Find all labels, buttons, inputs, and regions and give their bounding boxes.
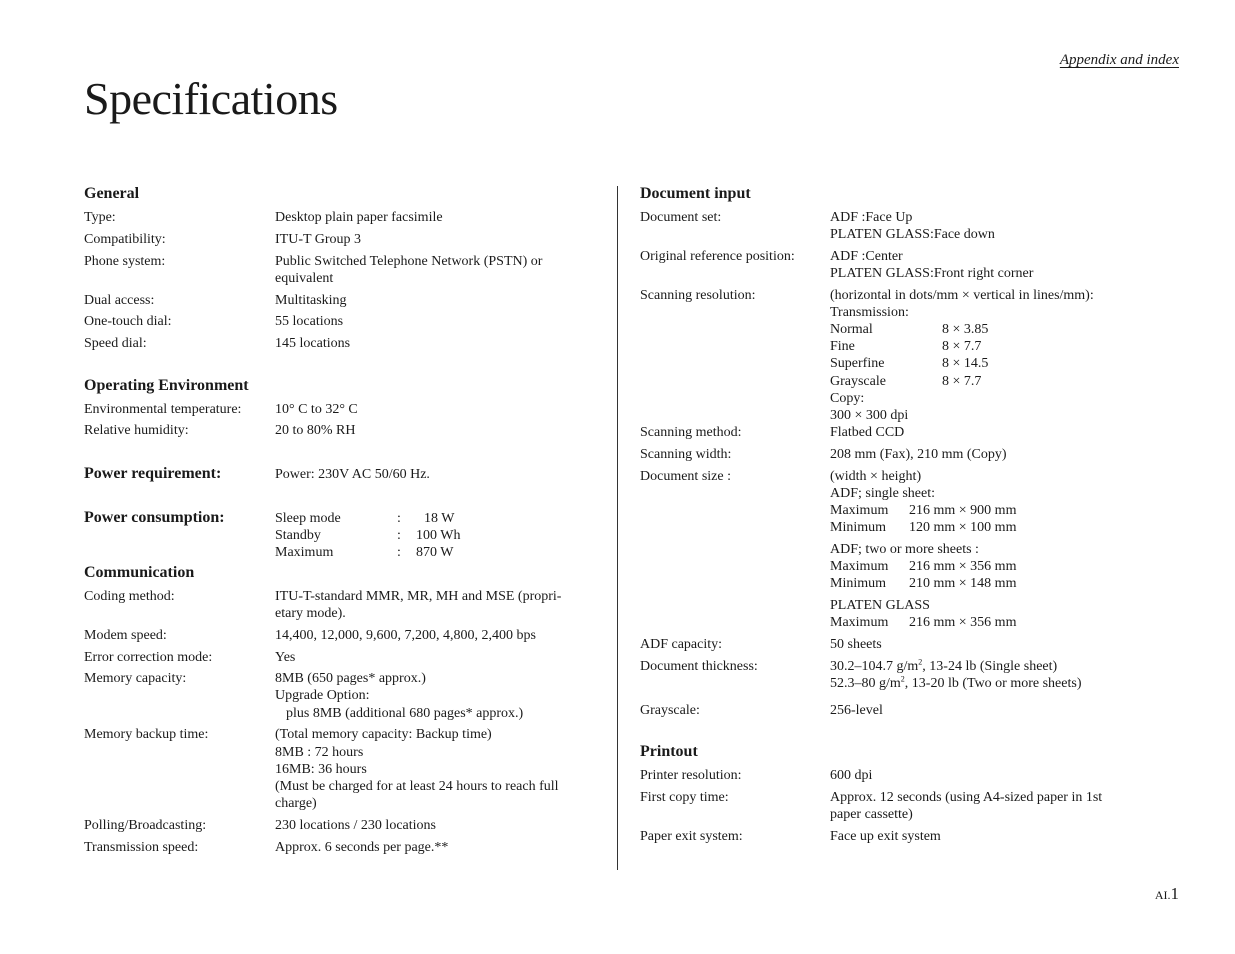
column-divider xyxy=(617,186,618,870)
spec-value: equivalent xyxy=(275,271,334,286)
power-value: 18 W xyxy=(424,511,455,526)
section-link[interactable]: Appendix and index xyxy=(1059,52,1179,68)
scan-value: 8 × 3.85 xyxy=(942,322,989,337)
spec-value: 8MB : 72 hours xyxy=(275,745,364,760)
spec-value: Flatbed CCD xyxy=(830,425,905,440)
spec-label: Coding method: xyxy=(84,589,175,604)
spec-value: Copy: xyxy=(830,391,865,406)
spec-label: Scanning method: xyxy=(640,425,742,440)
power-mode: Maximum xyxy=(275,545,334,560)
spec-label: Environmental temperature: xyxy=(84,402,242,417)
spec-value: (width × height) xyxy=(830,469,922,484)
size-label: Minimum xyxy=(830,520,887,535)
spec-value: Approx. 12 seconds (using A4-sized paper in 1st xyxy=(830,790,1103,805)
spec-value: Face up exit system xyxy=(830,829,941,844)
scan-value: 8 × 14.5 xyxy=(942,356,989,371)
spec-value: Desktop plain paper facsimile xyxy=(275,210,443,225)
spec-label: Scanning width: xyxy=(640,447,732,462)
spec-value: Public Switched Telephone Network (PSTN) or xyxy=(275,254,543,269)
heading-power-consumption: Power consumption: xyxy=(84,509,225,526)
spec-value: 55 locations xyxy=(275,314,344,329)
power-mode: Sleep mode xyxy=(275,511,341,526)
spec-value: charge) xyxy=(275,796,317,811)
spec-value: 145 locations xyxy=(275,336,351,351)
spec-label: Polling/Broadcasting: xyxy=(84,818,207,833)
spec-value: Power: 230V AC 50/60 Hz. xyxy=(275,467,430,482)
spec-value: 8MB (650 pages* approx.) xyxy=(275,671,426,686)
power-sep: : xyxy=(397,545,401,560)
scan-mode: Normal xyxy=(830,322,873,337)
spec-value: paper cassette) xyxy=(830,807,913,822)
spec-label: Dual access: xyxy=(84,293,155,308)
spec-label: Original reference position: xyxy=(640,249,795,264)
page-number xyxy=(1155,884,1179,904)
page-number-value: 1 xyxy=(1170,884,1179,903)
scan-mode: Superfine xyxy=(830,356,885,371)
spec-label: Transmission speed: xyxy=(84,840,199,855)
spec-value: 14,400, 12,000, 9,600, 7,200, 4,800, 2,400 bps xyxy=(275,628,536,643)
scan-mode: Fine xyxy=(830,339,855,354)
spec-label: First copy time: xyxy=(640,790,729,805)
spec-value: Yes xyxy=(275,650,296,665)
heading-printout: Printout xyxy=(640,743,698,760)
spec-value: Upgrade Option: xyxy=(275,688,370,703)
scan-mode: Grayscale xyxy=(830,374,886,389)
spec-label: Paper exit system: xyxy=(640,829,743,844)
spec-label: Modem speed: xyxy=(84,628,167,643)
spec-value: ADF :Face Up xyxy=(830,210,913,225)
spec-value: (Must be charged for at least 24 hours to reach full xyxy=(275,779,559,794)
spec-value: Approx. 6 seconds per page.** xyxy=(275,840,449,855)
spec-value: ITU-T Group 3 xyxy=(275,232,362,247)
spec-label: ADF capacity: xyxy=(640,637,723,652)
spec-label: Scanning resolution: xyxy=(640,288,756,303)
spec-value: 208 mm (Fax), 210 mm (Copy) xyxy=(830,447,1007,462)
spec-value: ADF; two or more sheets : xyxy=(830,542,979,557)
spec-value: etary mode). xyxy=(275,606,346,621)
power-value: 870 W xyxy=(416,545,454,560)
spec-value: ITU-T-standard MMR, MR, MH and MSE (propri- xyxy=(275,589,562,604)
heading-communication: Communication xyxy=(84,564,195,581)
heading-power-requirement: Power requirement: xyxy=(84,465,222,482)
spec-value: 50 sheets xyxy=(830,637,882,652)
power-mode: Standby xyxy=(275,528,321,543)
size-label: Maximum xyxy=(830,559,889,574)
spec-value: 230 locations / 230 locations xyxy=(275,818,436,833)
size-label: Maximum xyxy=(830,615,889,630)
spec-label: Printer resolution: xyxy=(640,768,742,783)
power-value: 100 Wh xyxy=(416,528,461,543)
spec-value: 16MB: 36 hours xyxy=(275,762,367,777)
spec-label: Relative humidity: xyxy=(84,423,189,438)
spec-label: Memory backup time: xyxy=(84,727,209,742)
size-value: 120 mm × 100 mm xyxy=(909,520,1017,535)
spec-label: Document set: xyxy=(640,210,722,225)
spec-label: Phone system: xyxy=(84,254,166,269)
spec-value: (Total memory capacity: Backup time) xyxy=(275,727,492,742)
spec-value: Multitasking xyxy=(275,293,347,308)
spec-value: PLATEN GLASS:Face down xyxy=(830,227,995,242)
spec-value: 300 × 300 dpi xyxy=(830,408,909,423)
heading-general: General xyxy=(84,185,140,202)
size-value: 216 mm × 900 mm xyxy=(909,503,1017,518)
spec-value: plus 8MB (additional 680 pages* approx.) xyxy=(286,706,524,721)
spec-value: 10° C to 32° C xyxy=(275,402,358,417)
spec-value: 20 to 80% RH xyxy=(275,423,356,438)
spec-label: Document size : xyxy=(640,469,731,484)
spec-value: ADF :Center xyxy=(830,249,903,264)
spec-value: PLATEN GLASS xyxy=(830,598,930,613)
spec-label: Compatibility: xyxy=(84,232,166,247)
spec-label: Error correction mode: xyxy=(84,650,213,665)
spec-value: 600 dpi xyxy=(830,768,873,783)
scan-value: 8 × 7.7 xyxy=(942,374,982,389)
power-sep: : xyxy=(397,528,401,543)
spec-label: Type: xyxy=(84,210,116,225)
page-prefix: AI. xyxy=(1154,888,1171,902)
size-label: Minimum xyxy=(830,576,887,591)
spec-label: Document thickness: xyxy=(640,659,758,674)
page-title: Specifications xyxy=(84,73,338,124)
spec-value: 256-level xyxy=(830,703,883,718)
size-value: 216 mm × 356 mm xyxy=(909,559,1017,574)
spec-value: ADF; single sheet: xyxy=(830,486,935,501)
spec-label: Grayscale: xyxy=(640,703,700,718)
size-value: 210 mm × 148 mm xyxy=(909,576,1017,591)
spec-value: 52.3–80 $g/m^2$, 13-20 lb (Two or more sheets) xyxy=(830,674,1082,691)
spec-value: PLATEN GLASS:Front right corner xyxy=(830,266,1034,281)
power-sep: : xyxy=(397,511,401,526)
size-value: 216 mm × 356 mm xyxy=(909,615,1017,630)
size-label: Maximum xyxy=(830,503,889,518)
heading-environment: Operating Environment xyxy=(84,377,249,394)
scan-value: 8 × 7.7 xyxy=(942,339,982,354)
heading-document-input: Document input xyxy=(640,185,751,202)
spec-label: Speed dial: xyxy=(84,336,147,351)
spec-value: (horizontal in dots/mm × vertical in lines/mm): xyxy=(830,288,1094,303)
spec-label: One-touch dial: xyxy=(84,314,172,329)
spec-value: 30.2–104.7 $g/m^2$, 13-24 lb (Single sheet) xyxy=(830,657,1058,674)
spec-label: Memory capacity: xyxy=(84,671,187,686)
spec-value: Transmission: xyxy=(830,305,909,320)
